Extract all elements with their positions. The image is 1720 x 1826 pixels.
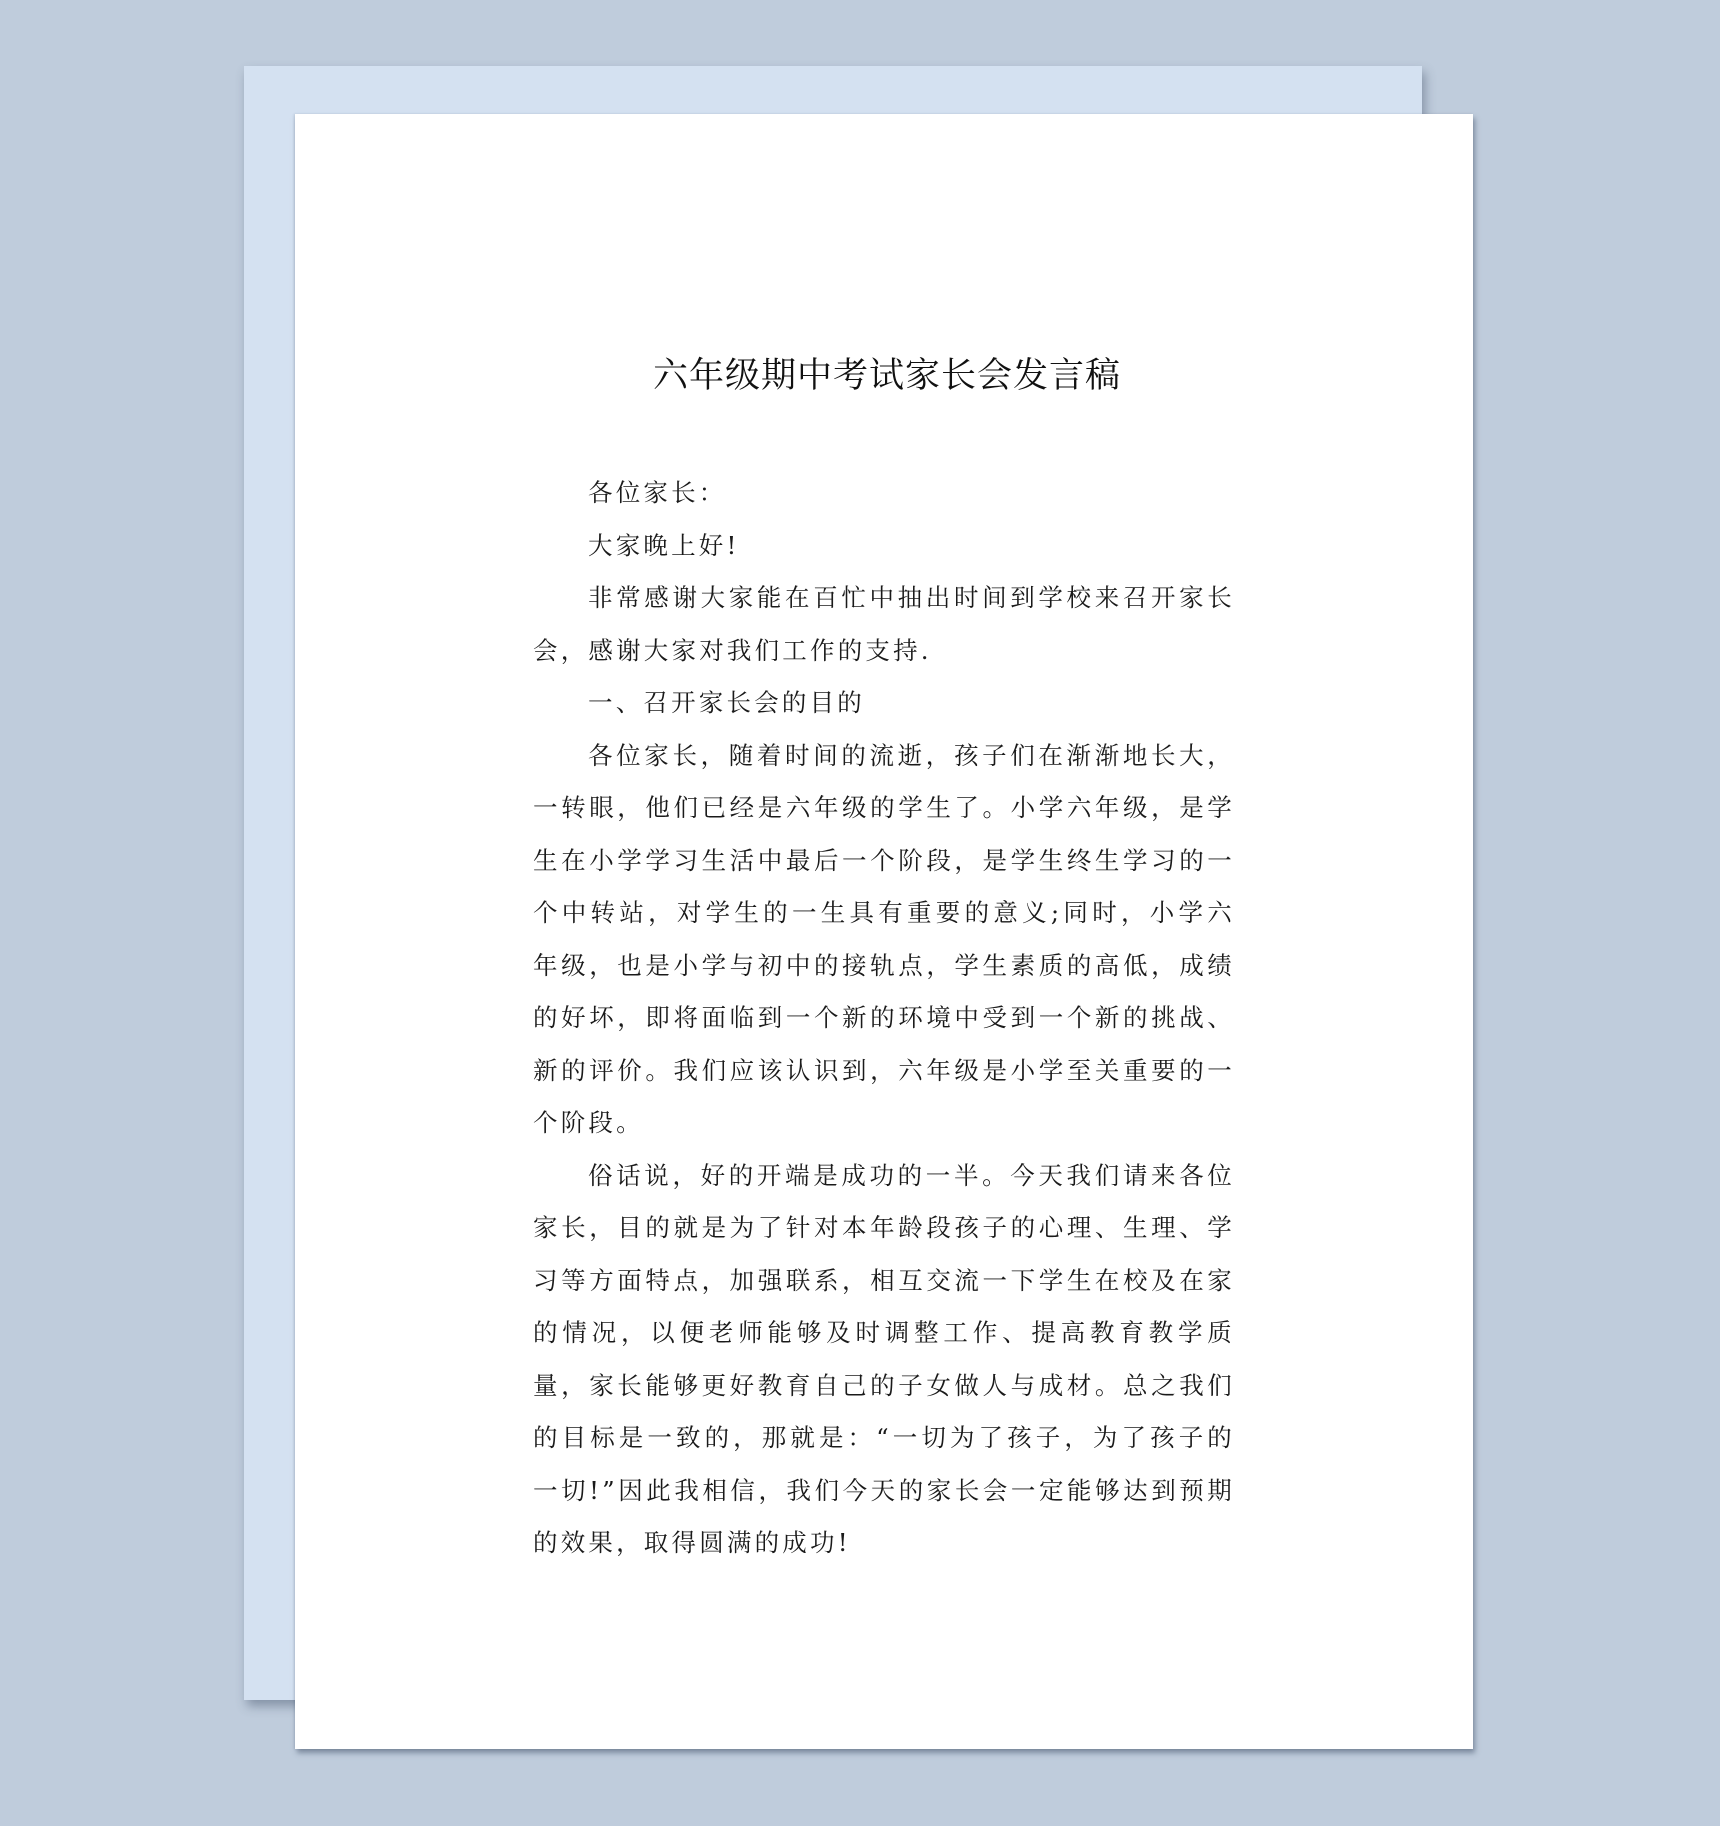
document-page [295,114,1473,1749]
body-paragraph: 各位家长，随着时间的流逝，孩子们在渐渐地长大，一转眼，他们已经是六年级的学生了。小学六年级，是学生在小学学习生活中最后一个阶段，是学生终生学习的一个中转站，对学生的一生具有重要的意义;同时，小学六年级，也是小学与初中的接轨点，学生素质的高低，成绩的好坏，即将面临到一个新的环境中受到一个新的挑战、新的评价。我们应该认识到，六年级是小学至关重要的一个阶段。 [533,740,1235,1137]
section-heading: 一、召开家长会的目的 [588,688,865,717]
thanks-paragraph: 非常感谢大家能在百忙中抽出时间到学校来召开家长会，感谢大家对我们工作的支持. [533,583,1235,665]
body-paragraph: 俗话说，好的开端是成功的一半。今天我们请来各位家长，目的就是为了针对本年龄段孩子的心理、生理、学习等方面特点，加强联系，相互交流一下学生在校及在家的情况，以便老师能够及时调整工作、提高教育教学质量，家长能够更好教育自己的子女做人与成材。总之我们的目标是一致的，那就是：“一切为了孩子，为了孩子的一切!”因此我相信，我们今天的家长会一定能够达到预期的效果，取得圆满的成功! [533,1160,1235,1557]
document-title: 六年级期中考试家长会发言稿 [652,356,1121,396]
document-body [533,467,1235,1570]
salutation-paragraph: 大家晚上好! [588,530,740,560]
greeting-paragraph: 各位家长： [588,478,727,507]
